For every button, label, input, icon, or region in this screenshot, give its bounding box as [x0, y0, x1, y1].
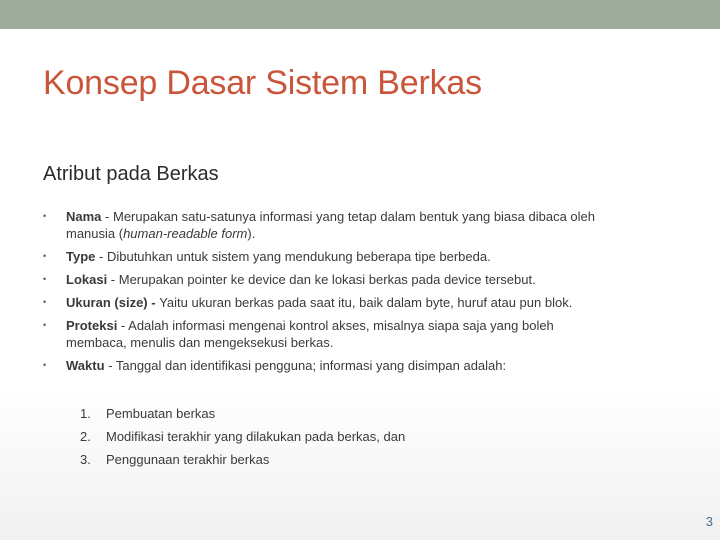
attribute-separator: -: [107, 272, 119, 287]
bullet-marker: •: [43, 297, 47, 307]
attribute-description: Tanggal dan identifikasi pengguna; informasi yang disimpan adalah:: [115, 358, 507, 373]
slide-title: Konsep Dasar Sistem Berkas: [43, 64, 482, 102]
attribute-list: [43, 208, 603, 380]
bullet-marker: •: [43, 251, 47, 261]
item-text: Penggunaan terakhir berkas: [106, 452, 270, 467]
time-info-list: [80, 405, 405, 474]
top-band: [0, 0, 720, 29]
attribute-term: Lokasi: [66, 272, 108, 287]
attribute-term: Proteksi: [66, 318, 118, 333]
attribute-description: Dibutuhkan untuk sistem yang mendukung beberapa tipe berbeda.: [106, 249, 491, 264]
slide-subtitle: Atribut pada Berkas: [43, 163, 219, 185]
attribute-item-nama: [43, 208, 603, 242]
item-text: Modifikasi terakhir yang dilakukan pada berkas, dan: [106, 429, 406, 444]
bullet-marker: •: [43, 211, 47, 221]
attribute-separator: -: [117, 318, 129, 333]
item-number: 3.: [80, 452, 91, 467]
attribute-term: Ukuran (size) -: [66, 295, 160, 310]
item-number: 1.: [80, 406, 91, 421]
attribute-separator: -: [95, 249, 107, 264]
attribute-item-waktu: [43, 357, 603, 374]
attribute-description: Yaitu ukuran berkas pada saat itu, baik dalam byte, huruf atau pun blok.: [159, 295, 573, 310]
item-text: Pembuatan berkas: [106, 406, 216, 421]
bullet-marker: •: [43, 320, 47, 330]
attribute-separator: -: [101, 209, 113, 224]
attribute-term: Type: [66, 249, 96, 264]
attribute-description: Adalah informasi mengenai kontrol akses, misalnya siapa saja yang boleh membaca, menulis dan mengeksekusi berkas.: [66, 318, 554, 350]
attribute-item-proteksi: [43, 317, 603, 351]
attribute-description-end: ).: [247, 226, 256, 241]
attribute-term: Waktu: [66, 358, 105, 373]
attribute-term: Nama: [66, 209, 102, 224]
time-info-item: [80, 428, 405, 445]
attribute-item-type: [43, 248, 603, 265]
attribute-separator: -: [104, 358, 116, 373]
attribute-item-lokasi: [43, 271, 603, 288]
bullet-marker: •: [43, 274, 47, 284]
time-info-item: [80, 451, 405, 468]
attribute-description: Merupakan pointer ke device dan ke lokasi berkas pada device tersebut.: [118, 272, 536, 287]
time-info-item: [80, 405, 405, 422]
bullet-marker: •: [43, 360, 47, 370]
page-number: 3: [705, 514, 713, 529]
attribute-description-italic: human-readable form: [123, 226, 248, 241]
item-number: 2.: [80, 429, 91, 444]
attribute-description: Merupakan satu-satunya informasi yang tetap dalam bentuk yang biasa dibaca oleh manusia (: [66, 209, 596, 241]
attribute-item-ukuran: [43, 294, 603, 311]
